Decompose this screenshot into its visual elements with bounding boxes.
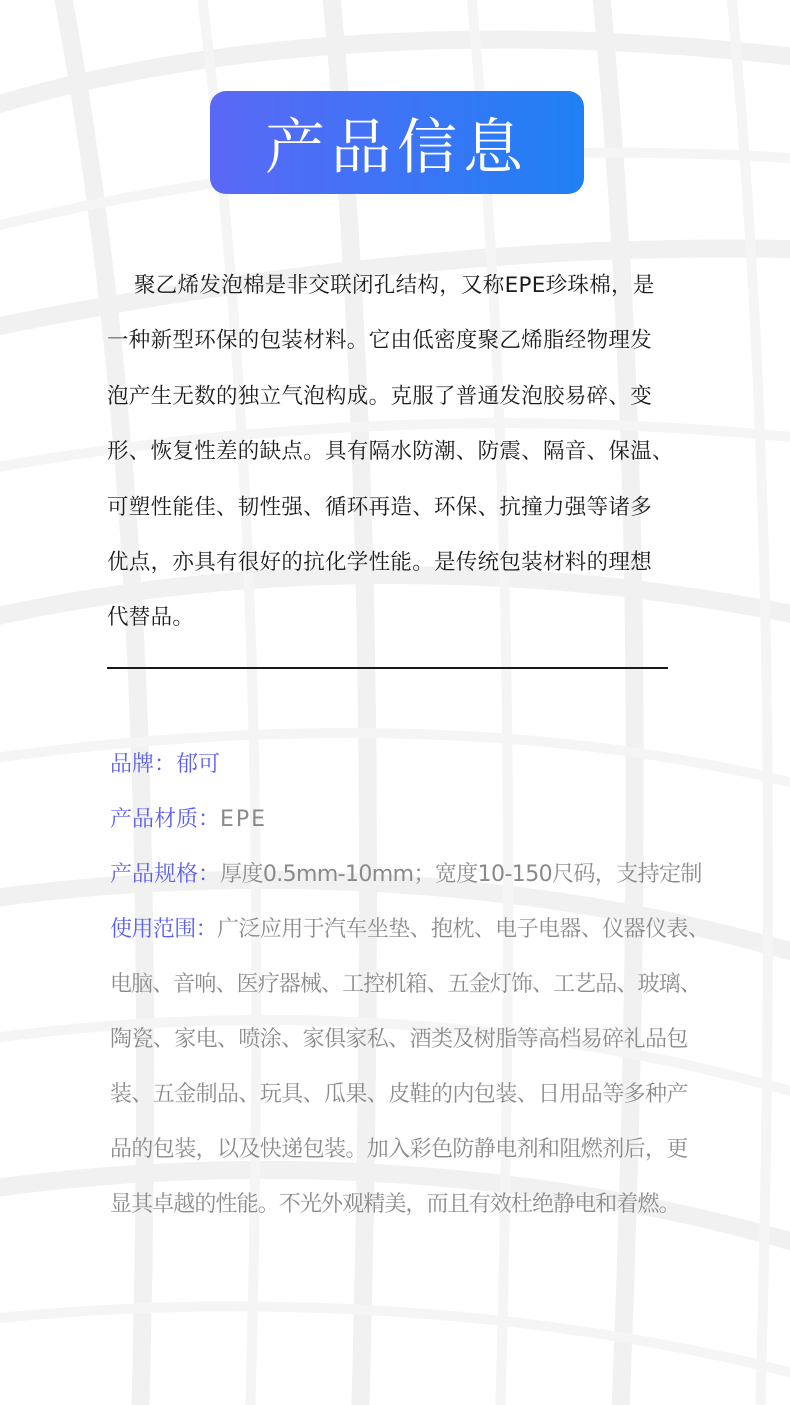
intro-line: 泡产生无数的独立气泡构成。克服了普通发泡胶易碎、变	[107, 383, 653, 409]
spec-size	[110, 847, 750, 902]
intro-line: 可塑性能佳、韧性强、循环再造、环保、抗撞力强等诸多	[107, 494, 653, 520]
spec-material-label: 产品材质：	[110, 807, 221, 832]
intro-line: 优点，亦具有很好的抗化学性能。是传统包装材料的理想	[107, 550, 653, 576]
page-title: 产品信息	[265, 112, 529, 183]
intro-line: 一种新型环保的包装材料。它由低密度聚乙烯脂经物理发	[107, 328, 653, 354]
spec-material-value: EPE	[220, 807, 268, 832]
intro-line: 形、恢复性差的缺点。具有隔水防潮、防震、隔音、保温、	[107, 439, 674, 465]
intro-line: 代替品。	[107, 605, 195, 631]
usage-line: 品的包装，以及快递包装。加入彩色防静电剂和阻燃剂后，更	[110, 1137, 688, 1162]
section-divider	[107, 667, 668, 669]
spec-brand-label: 品牌：	[110, 752, 177, 777]
intro-paragraph	[107, 258, 697, 646]
spec-brand-value: 郁可	[176, 752, 221, 777]
usage-line: 装、五金制品、玩具、瓜果、皮鞋的内包装、日用品等多种产	[110, 1082, 688, 1107]
usage-line: 陶瓷、家电、喷涂、家俱家私、酒类及树脂等高档易碎礼品包	[110, 1027, 688, 1052]
spec-usage-label: 使用范围：	[110, 917, 218, 942]
usage-text: 广泛应用于汽车坐垫、抱枕、电子电器、仪器仪表、	[217, 917, 710, 942]
usage-line: 电脑、音响、医疗器械、工控机箱、五金灯饰、工艺品、玻璃、	[110, 972, 701, 997]
spec-usage	[110, 902, 750, 1232]
intro-line: 聚乙烯发泡棉是非交联闭孔结构，又称EPE珍珠棉，是	[134, 273, 655, 298]
spec-material	[110, 792, 750, 847]
title-banner	[210, 91, 584, 194]
spec-size-label: 产品规格：	[110, 862, 221, 887]
spec-list	[110, 737, 750, 1232]
spec-size-value: 厚度0.5mm-10mm；宽度10-150尺码，支持定制	[220, 862, 702, 887]
usage-line	[110, 902, 750, 957]
spec-brand	[110, 737, 750, 792]
usage-line: 显其卓越的性能。不光外观精美，而且有效杜绝静电和着燃。	[110, 1192, 680, 1217]
